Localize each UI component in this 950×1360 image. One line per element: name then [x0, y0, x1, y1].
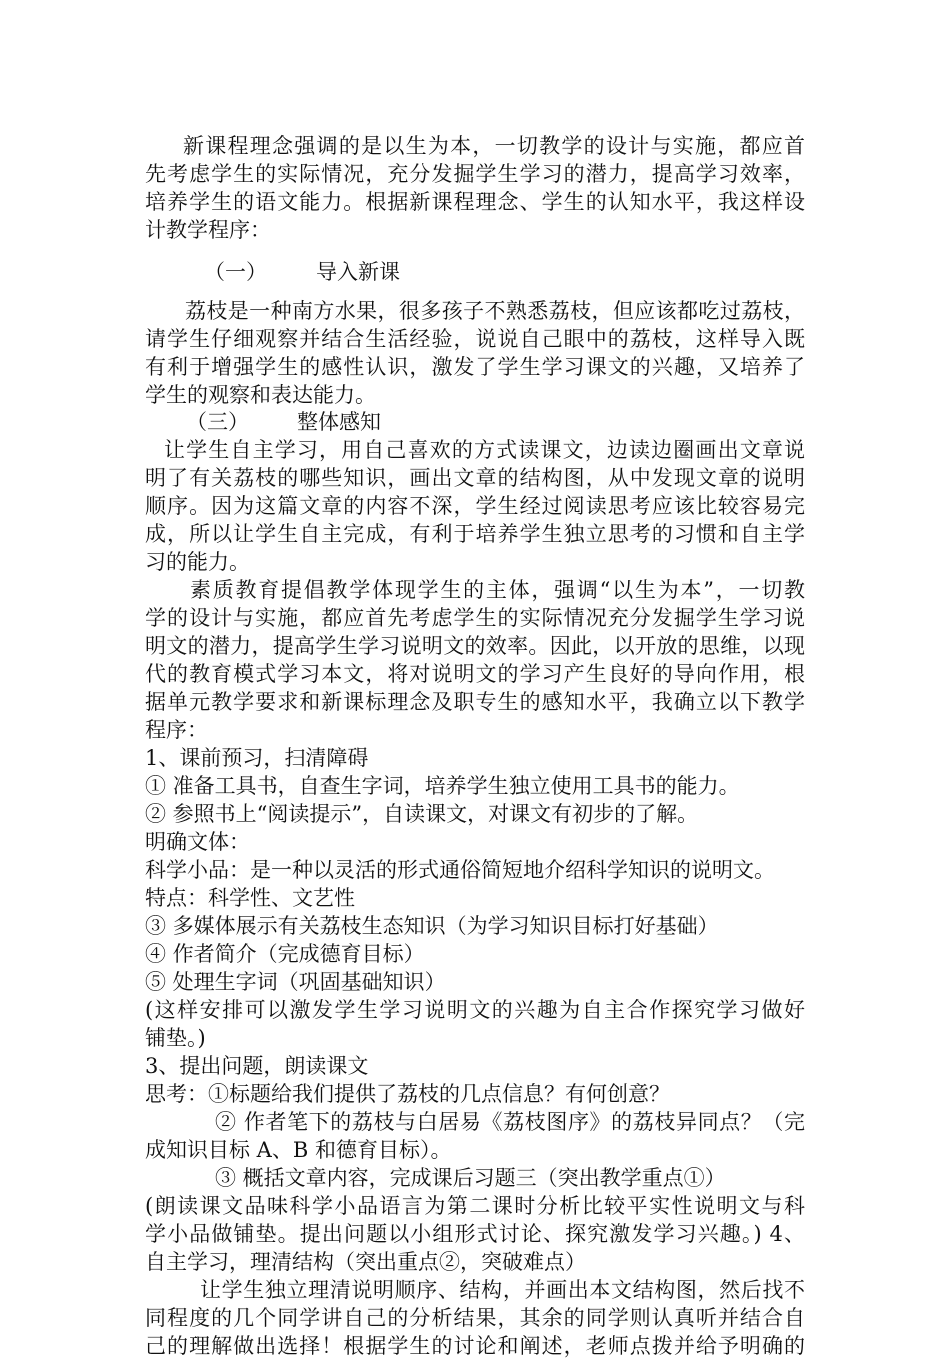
paragraph-line: 请学生仔细观察并结合生活经验，说说自己眼中的荔枝，这样导入既: [145, 327, 805, 351]
list-item: 科学小品：是一种以灵活的形式通俗简短地介绍科学知识的说明文。: [145, 858, 775, 882]
list-item: 思考：①标题给我们提供了荔枝的几点信息？有何创意？: [145, 1082, 670, 1106]
list-item: 学小品做铺垫。提出问题以小组形式讨论、探究激发学习兴趣。) 4、: [145, 1222, 805, 1246]
paragraph-line: 学生的观察和表达能力。: [145, 383, 376, 407]
list-heading: 自主学习，理清结构（突出重点②，突破难点）: [145, 1250, 586, 1274]
paragraph-line: 培养学生的语文能力。根据新课程理念、学生的认知水平，我这样设: [145, 190, 805, 214]
paragraph-line: 明文的潜力，提高学生学习说明文的效率。因此，以开放的思维，以现: [145, 634, 805, 658]
section-heading-title: 整体感知: [297, 410, 381, 434]
list-item: 铺垫。): [145, 1026, 206, 1050]
paragraph-line: 让学生自主学习，用自己喜欢的方式读课文，边读边圈画出文章说: [164, 438, 805, 462]
section-heading-number: （一）: [204, 260, 267, 284]
paragraph-line: 据单元教学要求和新课标理念及职专生的感知水平，我确立以下教学: [145, 690, 805, 714]
paragraph-line: 成，所以让学生自主完成，有利于培养学生独立思考的习惯和自主学: [145, 522, 805, 546]
paragraph-line: 荔枝是一种南方水果，很多孩子不熟悉荔枝，但应该都吃过荔枝，: [185, 299, 805, 323]
paragraph-line: 素质教育提倡教学体现学生的主体，强调“以生为本”，一切教: [190, 578, 805, 602]
list-item: (这样安排可以激发学生学习说明文的兴趣为自主合作探究学习做好: [145, 998, 805, 1022]
list-item: ① 准备工具书，自查生字词，培养学生独立使用工具书的能力。: [145, 774, 740, 798]
list-item: ⑤ 处理生字词（巩固基础知识）: [145, 970, 446, 994]
paragraph-line: 习的能力。: [145, 550, 250, 574]
list-item: ③ 多媒体展示有关荔枝生态知识（为学习知识目标打好基础）: [145, 914, 719, 938]
paragraph-line: 计教学程序：: [145, 218, 271, 242]
paragraph-line: 同程度的几个同学讲自己的分析结果，其余的同学则认真听并结合自: [145, 1306, 805, 1330]
paragraph-line: 让学生独立理清说明顺序、结构，并画出本文结构图，然后找不: [200, 1278, 805, 1302]
list-item: ② 作者笔下的荔枝与白居易《荔枝图序》的荔枝异同点？（完: [215, 1110, 805, 1134]
section-heading-number: （三）: [186, 410, 249, 434]
list-item: (朗读课文品味科学小品语言为第二课时分析比较平实性说明文与科: [145, 1194, 805, 1218]
paragraph-line: 有利于增强学生的感性认识，激发了学生学习课文的兴趣，又培养了: [145, 355, 805, 379]
paragraph-line: 新课程理念强调的是以生为本，一切教学的设计与实施，都应首: [183, 134, 805, 158]
list-item: ② 参照书上“阅读提示”，自读课文，对课文有初步的了解。: [145, 802, 699, 826]
paragraph-line: 程序：: [145, 718, 208, 742]
paragraph-line: 先考虑学生的实际情况，充分发掘学生学习的潜力，提高学习效率，: [145, 162, 805, 186]
list-item: 成知识目标 A、B 和德育目标）。: [145, 1138, 452, 1162]
list-item: ③ 概括文章内容，完成课后习题三（突出教学重点①）: [215, 1166, 726, 1190]
paragraph-line: 己的理解做出选择！根据学生的讨论和阐述，老师点拨并给予明确的: [145, 1334, 805, 1358]
section-heading-title: 导入新课: [316, 260, 400, 284]
list-heading: 1、课前预习，扫清障碍: [145, 746, 369, 770]
paragraph-line: 明了有关荔枝的哪些知识，画出文章的结构图，从中发现文章的说明: [145, 466, 805, 490]
paragraph-line: 顺序。因为这篇文章的内容不深，学生经过阅读思考应该比较容易完: [145, 494, 805, 518]
list-item: ④ 作者简介（完成德育目标）: [145, 942, 425, 966]
paragraph-line: 学的设计与实施，都应首先考虑学生的实际情况充分发掘学生学习说: [145, 606, 805, 630]
list-item: 明确文体：: [145, 830, 250, 854]
list-item: 特点：科学性、文艺性: [145, 886, 355, 910]
list-heading: 3、提出问题，朗读课文: [145, 1054, 369, 1078]
paragraph-line: 代的教育模式学习本文，将对说明文的学习产生良好的导向作用，根: [145, 662, 805, 686]
